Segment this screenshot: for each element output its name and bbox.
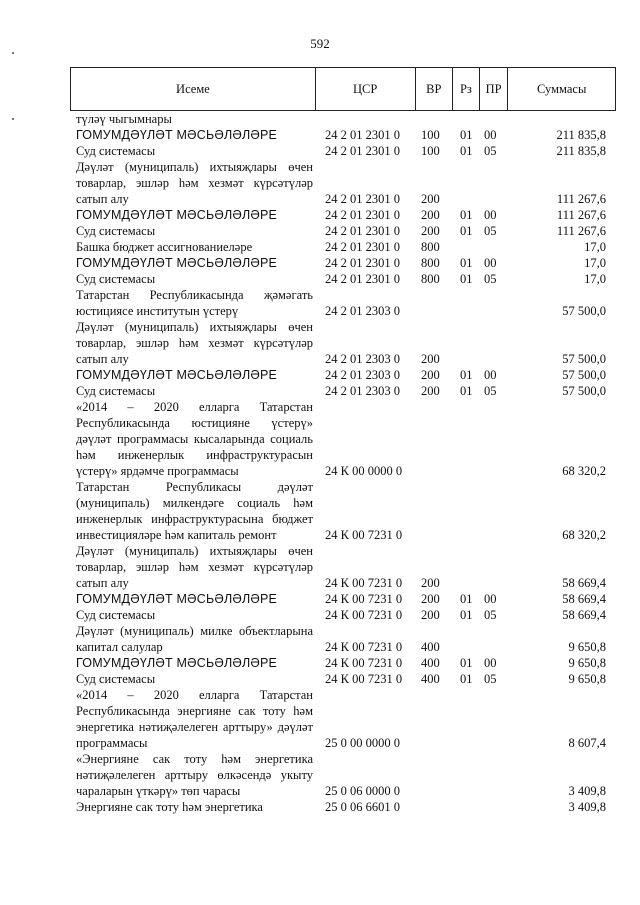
- header-sum: Суммасы: [507, 68, 615, 110]
- table-row: [70, 623, 616, 655]
- cell-vr: 800: [421, 256, 440, 270]
- table-row: [70, 207, 616, 223]
- cell-name: ГОМУМДӘҮЛӘТ МӘСЬӘЛӘЛӘРЕ: [76, 256, 278, 270]
- cell-name: Суд системасы: [76, 384, 156, 398]
- header-rz: Рз: [452, 68, 479, 110]
- cell-sum: 57 500,0: [562, 368, 606, 382]
- cell-vr: 200: [421, 384, 440, 398]
- cell-csr: 24 2 01 2301 0: [325, 192, 400, 206]
- table-row: [70, 399, 616, 479]
- cell-vr: 100: [421, 144, 440, 158]
- table-row: [70, 671, 616, 687]
- cell-sum: 9 650,8: [568, 640, 606, 654]
- cell-rz: 01: [460, 272, 473, 286]
- cell-csr: 24 2 01 2301 0: [325, 128, 400, 142]
- cell-sum: 9 650,8: [568, 656, 606, 670]
- cell-sum: 8 607,4: [568, 736, 606, 750]
- cell-vr: 800: [421, 272, 440, 286]
- cell-pr: 05: [484, 144, 497, 158]
- page-number: 592: [310, 36, 330, 51]
- cell-name: Татарстан Республикасында җәмәгать юстициясе институтын үстерү: [76, 288, 313, 318]
- cell-name: ГОМУМДӘҮЛӘТ МӘСЬӘЛӘЛӘРЕ: [76, 368, 278, 382]
- table-row: [70, 271, 616, 287]
- cell-name: Дәүләт (муниципаль) ихтыяҗлары өчен товарлар, эшләр һәм хезмәт күрсәтүләр сатып алу: [76, 320, 313, 366]
- cell-rz: 01: [460, 368, 473, 382]
- table-header: [70, 67, 616, 111]
- cell-csr: 24 К 00 7231 0: [325, 576, 403, 590]
- cell-name: ГОМУМДӘҮЛӘТ МӘСЬӘЛӘЛӘРЕ: [76, 128, 278, 142]
- cell-pr: 00: [484, 256, 497, 270]
- cell-csr: 24 К 00 7231 0: [325, 608, 403, 622]
- cell-pr: 05: [484, 272, 497, 286]
- cell-vr: 200: [421, 592, 440, 606]
- cell-pr: 00: [484, 592, 497, 606]
- cell-csr: 25 0 00 0000 0: [325, 736, 400, 750]
- cell-sum: 68 320,2: [562, 464, 606, 478]
- table-row: [70, 143, 616, 159]
- cell-name: Энергияне сак тоту һәм энергетика: [76, 800, 263, 814]
- cell-rz: 01: [460, 608, 473, 622]
- table-row: [70, 367, 616, 383]
- cell-sum: 17,0: [584, 240, 606, 254]
- cell-pr: 05: [484, 608, 497, 622]
- table-row: [70, 319, 616, 367]
- cell-rz: 01: [460, 672, 473, 686]
- cell-csr: 24 2 01 2301 0: [325, 240, 400, 254]
- cell-csr: 24 2 01 2301 0: [325, 144, 400, 158]
- cell-sum: 3 409,8: [568, 784, 606, 798]
- header-pr: ПР: [479, 68, 508, 110]
- cell-sum: 57 500,0: [562, 384, 606, 398]
- budget-table: [70, 67, 616, 815]
- cell-name: ГОМУМДӘҮЛӘТ МӘСЬӘЛӘЛӘРЕ: [76, 592, 278, 606]
- cell-vr: 200: [421, 608, 440, 622]
- cell-vr: 100: [421, 128, 440, 142]
- cell-name: «Энергияне сак тоту һәм энергетика нәтиҗәлелеген арттыру өлкәсендә укыту чараларын үткәрү» төп чарасы: [76, 752, 313, 798]
- table-body: [70, 111, 616, 815]
- cell-csr: 24 К 00 7231 0: [325, 672, 403, 686]
- table-row: [70, 159, 616, 207]
- cell-vr: 200: [421, 368, 440, 382]
- cell-csr: 24 2 01 2303 0: [325, 384, 400, 398]
- table-row: [70, 543, 616, 591]
- cell-pr: 05: [484, 672, 497, 686]
- header-name: Исеме: [176, 81, 210, 96]
- cell-sum: 111 267,6: [556, 192, 606, 206]
- cell-csr: 24 2 01 2303 0: [325, 368, 400, 382]
- cell-csr: 24 2 01 2303 0: [325, 352, 400, 366]
- table-row: [70, 223, 616, 239]
- cell-csr: 24 К 00 7231 0: [325, 640, 403, 654]
- cell-pr: 00: [484, 656, 497, 670]
- cell-sum: 17,0: [584, 272, 606, 286]
- cell-sum: 211 835,8: [556, 128, 606, 142]
- cell-sum: 9 650,8: [568, 672, 606, 686]
- cell-sum: 58 669,4: [562, 608, 606, 622]
- cell-name: Суд системасы: [76, 144, 156, 158]
- cell-csr: 24 К 00 7231 0: [325, 592, 403, 606]
- cell-vr: 200: [421, 576, 440, 590]
- cell-name: Башка бюджет ассигнованиеләре: [76, 240, 253, 254]
- cell-csr: 24 2 01 2303 0: [325, 304, 400, 318]
- cell-pr: 00: [484, 368, 497, 382]
- cell-pr: 05: [484, 384, 497, 398]
- cell-sum: 57 500,0: [562, 352, 606, 366]
- cell-rz: 01: [460, 128, 473, 142]
- cell-name: Суд системасы: [76, 272, 156, 286]
- cell-rz: 01: [460, 208, 473, 222]
- cell-sum: 68 320,2: [562, 528, 606, 542]
- cell-rz: 01: [460, 224, 473, 238]
- header-vr: ВР: [415, 68, 453, 110]
- cell-pr: 00: [484, 128, 497, 142]
- cell-csr: 24 К 00 0000 0: [325, 464, 403, 478]
- cell-sum: 111 267,6: [556, 208, 606, 222]
- cell-vr: 800: [421, 240, 440, 254]
- cell-csr: 24 К 00 7231 0: [325, 528, 403, 542]
- cell-name: Суд системасы: [76, 672, 156, 686]
- cell-rz: 01: [460, 256, 473, 270]
- cell-name: Суд системасы: [76, 224, 156, 238]
- cell-vr: 200: [421, 224, 440, 238]
- cell-name: Дәүләт (муниципаль) милке объектларына капитал салулар: [76, 624, 313, 654]
- cell-name: ГОМУМДӘҮЛӘТ МӘСЬӘЛӘЛӘРЕ: [76, 656, 278, 670]
- cell-name: ГОМУМДӘҮЛӘТ МӘСЬӘЛӘЛӘРЕ: [76, 208, 278, 222]
- cell-rz: 01: [460, 592, 473, 606]
- table-row: [70, 687, 616, 751]
- cell-name: Суд системасы: [76, 608, 156, 622]
- cell-csr: 24 2 01 2301 0: [325, 256, 400, 270]
- cell-sum: 58 669,4: [562, 576, 606, 590]
- table-row: [70, 479, 616, 543]
- cell-name: Дәүләт (муниципаль) ихтыяҗлары өчен товарлар, эшләр һәм хезмәт күрсәтүләр сатып алу: [76, 160, 313, 206]
- cell-pr: 05: [484, 224, 497, 238]
- cell-sum: 211 835,8: [556, 144, 606, 158]
- cell-sum: 3 409,8: [568, 800, 606, 814]
- cell-rz: 01: [460, 384, 473, 398]
- cell-name: «2014 – 2020 елларга Татарстан Республикасында юстицияне үстерү» дәүләт программасы кысаларында социаль һәм инженерлык инфраструктурасын үстерү» ярдәмче программасы: [76, 400, 313, 478]
- cell-vr: 200: [421, 208, 440, 222]
- table-row: [70, 287, 616, 319]
- cell-vr: 200: [421, 192, 440, 206]
- cell-csr: 24 2 01 2301 0: [325, 272, 400, 286]
- cell-pr: 00: [484, 208, 497, 222]
- cell-csr: 24 2 01 2301 0: [325, 208, 400, 222]
- cell-name: Татарстан Республикасы дәүләт (муниципаль) милкендәге социаль һәм инженерлык инфраструктурасына бюджет инвестицияләре һәм капиталь ремонт: [76, 480, 313, 542]
- cell-csr: 25 0 06 0000 0: [325, 784, 400, 798]
- cell-sum: 111 267,6: [556, 224, 606, 238]
- cell-vr: 400: [421, 640, 440, 654]
- table-row: [70, 751, 616, 799]
- cell-name: түләү чыгымнары: [76, 112, 172, 126]
- cell-sum: 57 500,0: [562, 304, 606, 318]
- table-row: [70, 655, 616, 671]
- table-row: [70, 239, 616, 255]
- table-row: [70, 127, 616, 143]
- table-row: [70, 383, 616, 399]
- table-row: [70, 591, 616, 607]
- cell-vr: 200: [421, 352, 440, 366]
- table-row: [70, 607, 616, 623]
- cell-csr: 24 К 00 7231 0: [325, 656, 403, 670]
- cell-vr: 400: [421, 672, 440, 686]
- cell-name: Дәүләт (муниципаль) ихтыяҗлары өчен товарлар, эшләр һәм хезмәт күрсәтүләр сатып алу: [76, 544, 313, 590]
- cell-sum: 58 669,4: [562, 592, 606, 606]
- cell-rz: 01: [460, 656, 473, 670]
- table-row: [70, 255, 616, 271]
- cell-vr: 400: [421, 656, 440, 670]
- cell-sum: 17,0: [584, 256, 606, 270]
- table-row: [70, 111, 616, 127]
- margin-mark: [12, 118, 14, 120]
- margin-mark: [12, 52, 14, 54]
- cell-rz: 01: [460, 144, 473, 158]
- header-csr: ЦСР: [315, 68, 415, 110]
- cell-csr: 24 2 01 2301 0: [325, 224, 400, 238]
- cell-name: «2014 – 2020 елларга Татарстан Республикасында энергияне сак тоту һәм энергетика нәтиҗәлелеген арттыру» дәүләт программасы: [76, 688, 313, 750]
- cell-csr: 25 0 06 6601 0: [325, 800, 400, 814]
- table-row: [70, 799, 616, 815]
